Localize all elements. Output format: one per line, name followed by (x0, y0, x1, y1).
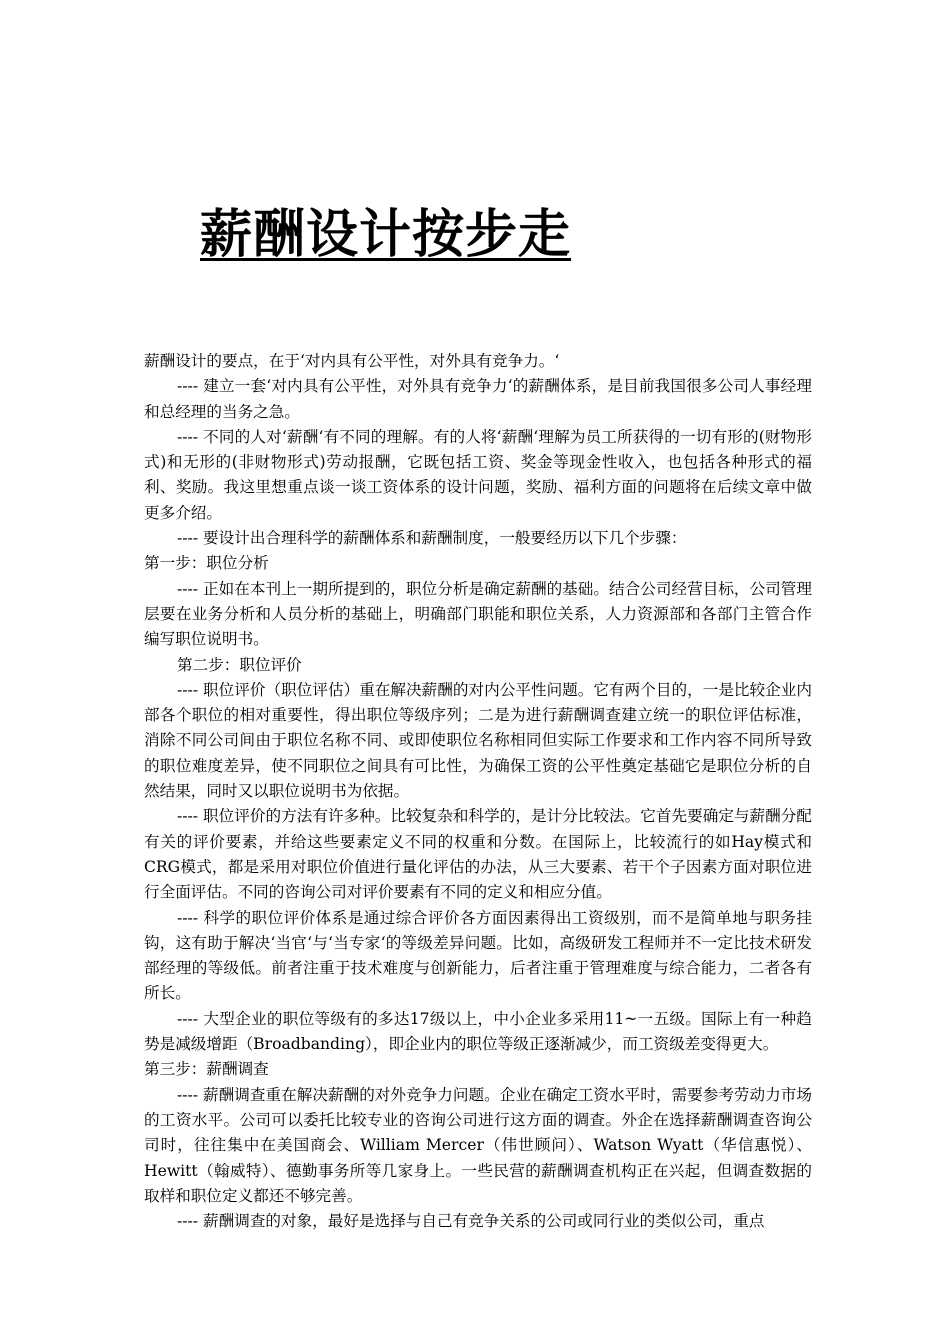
paragraph: ---- 职位评价的方法有许多种。比较复杂和科学的，是计分比较法。它首先要确定与薪酬分配有关的评价要素，并给这些要素定义不同的权重和分数。在国际上，比较流行的如Hay模式和CRG模式，都是采用对职位价值进行量化评估的办法，从三大要素、若干个子因素方面对职位进行全面评估。不同的咨询公司对评价要素有不同的定义和相应分值。 (144, 807, 812, 902)
paragraph: ---- 薪酬调查重在解决薪酬的对外竞争力问题。企业在确定工资水平时，需要参考劳动力市场的工资水平。公司可以委托比较专业的咨询公司进行这方面的调查。外企在选择薪酬调查咨询公司时，往往集中在美国商会、William Mercer（伟世顾问）、Watson Wyatt（华信惠悦）、Hewitt（翰威特）、德勤事务所等几家身上。一些民营的薪酬调查机构正在兴起，但调查数据的取样和职位定义都还不够完善。 (144, 1085, 812, 1205)
paragraph: ---- 建立一套‘对内具有公平性，对外具有竞争力‘的薪酬体系，是目前我国很多公司人事经理和总经理的当务之急。 (144, 377, 812, 421)
paragraph: ---- 要设计出合理科学的薪酬体系和薪酬制度，一般要经历以下几个步骤： (177, 529, 687, 548)
paragraph: 第三步：薪酬调查 (144, 1060, 269, 1079)
paragraph: ---- 正如在本刊上一期所提到的，职位分析是确定薪酬的基础。结合公司经营目标，公司管理层要在业务分析和人员分析的基础上，明确部门职能和职位关系，人力资源部和各部门主管合作编写职位说明书。 (144, 579, 812, 649)
paragraph: 第一步：职位分析 (144, 554, 269, 573)
paragraph: ---- 不同的人对‘薪酬‘有不同的理解。有的人将‘薪酬‘理解为员工所获得的一切有形的(财物形式)和无形的(非财物形式)劳动报酬，它既包括工资、奖金等现金性收入，也包括各种形式的福利、奖励。我这里想重点谈一谈工资体系的设计问题，奖励、福利方面的问题将在后续文章中做更多介绍。 (144, 427, 812, 522)
paragraph: 薪酬设计的要点，在于‘对内具有公平性，对外具有竞争力。‘ (144, 352, 560, 370)
paragraph: ---- 科学的职位评价体系是通过综合评价各方面因素得出工资级别，而不是简单地与职务挂钩，这有助于解决‘当官‘与‘当专家‘的等级差异问题。比如，高级研发工程师并不一定比技术研发部经理的等级低。前者注重于技术难度与创新能力，后者注重于管理难度与综合能力，二者各有所长。 (144, 908, 812, 1003)
paragraph: ---- 大型企业的职位等级有的多达17级以上，中小企业多采用11~一五级。国际上有一种趋势是减级增距（Broadbanding），即企业内的职位等级正逐渐减少，而工资级差变得更大。 (144, 1009, 812, 1054)
paragraph: ---- 薪酬调查的对象，最好是选择与自己有竞争关系的公司或同行业的类似公司，重点 (177, 1212, 765, 1231)
paragraph: ---- 职位评价（职位评估）重在解决薪酬的对内公平性问题。它有两个目的，一是比较企业内部各个职位的相对重要性，得出职位等级序列；二是为进行薪酬调查建立统一的职位评估标准，消除不同公司间由于职位名称不同、或即使职位名称相同但实际工作要求和工作内容不同所导致的职位难度差异，使不同职位之间具有可比性，为确保工资的公平性奠定基础它是职位分析的自然结果，同时又以职位说明书为依据。 (144, 680, 812, 801)
document-body (144, 349, 812, 1234)
paragraph: 第二步：职位评价 (177, 655, 302, 674)
document-title: 薪酬设计按步走 (200, 204, 572, 265)
